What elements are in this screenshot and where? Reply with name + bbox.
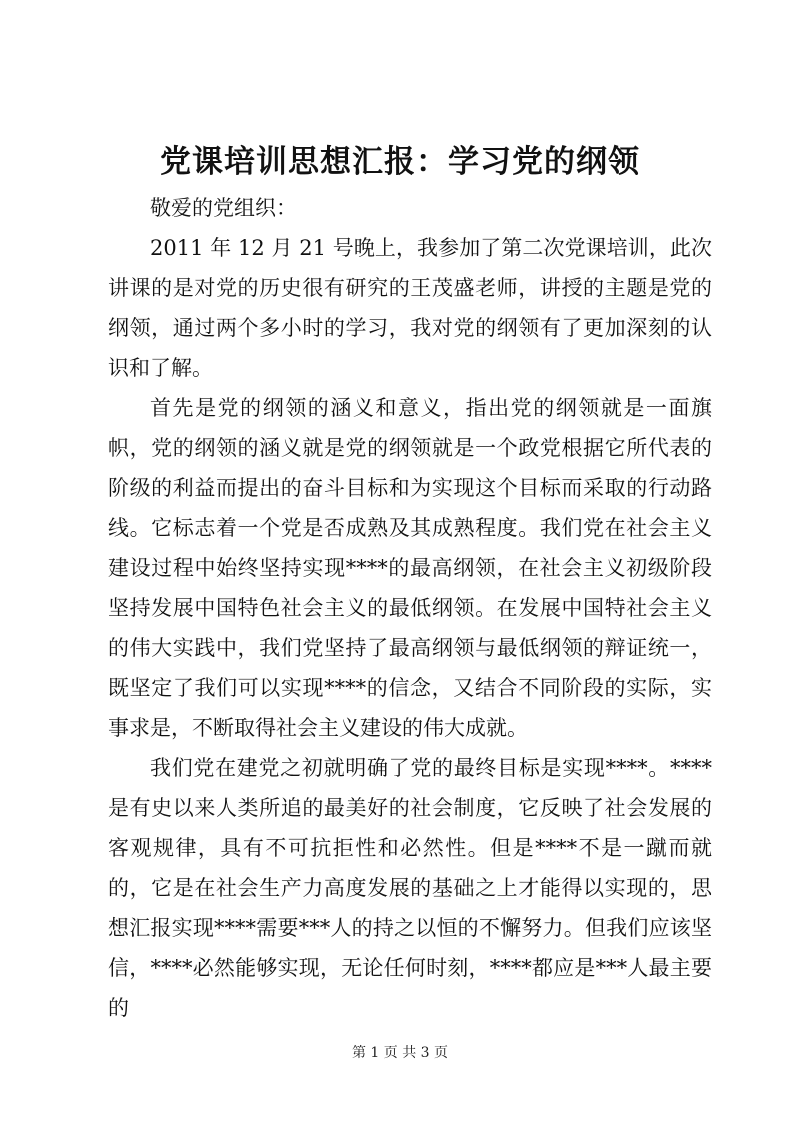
- document-body: [108, 188, 712, 1028]
- paragraph-3: 我们党在建党之初就明确了党的最终目标是实现****。****是有史以来人类所追的最美好的社会制度，它反映了社会发展的客观规律，具有不可抗拒性和必然性。但是****不是一蹴而就的，它是在社会生产力高度发展的基础之上才能得以实现的，思想汇报实现****需要***人的持之以恒的不懈努力。但我们应该坚信，****必然能够实现，无论任何时刻，****都应是***人最主要的: [108, 756, 712, 1020]
- paragraph-1: 2011 年 12 月 21 号晚上，我参加了第二次党课培训，此次讲课的是对党的历史很有研究的王茂盛老师，讲授的主题是党的纲领，通过两个多小时的学习，我对党的纲领有了更加深刻的认识和了解。: [108, 236, 712, 380]
- paragraph-2: 首先是党的纲领的涵义和意义，指出党的纲领就是一面旗帜，党的纲领的涵义就是党的纲领就是一个政党根据它所代表的阶级的利益而提出的奋斗目标和为实现这个目标而采取的行动路线。它标志着一个党是否成熟及其成熟程度。我们党在社会主义建设过程中始终坚持实现****的最高纲领，在社会主义初级阶段坚持发展中国特色社会主义的最低纲领。在发展中国特社会主义的伟大实践中，我们党坚持了最高纲领与最低纲领的辩证统一，既坚定了我们可以实现****的信念，又结合不同阶段的实际，实事求是，不断取得社会主义建设的伟大成就。: [108, 396, 712, 740]
- page-number-footer: 第 1 页 共 3 页: [351, 1045, 449, 1061]
- salutation: 敬爱的党组织：: [150, 196, 297, 220]
- document-title: 党课培训思想汇报：学习党的纲领: [160, 144, 640, 180]
